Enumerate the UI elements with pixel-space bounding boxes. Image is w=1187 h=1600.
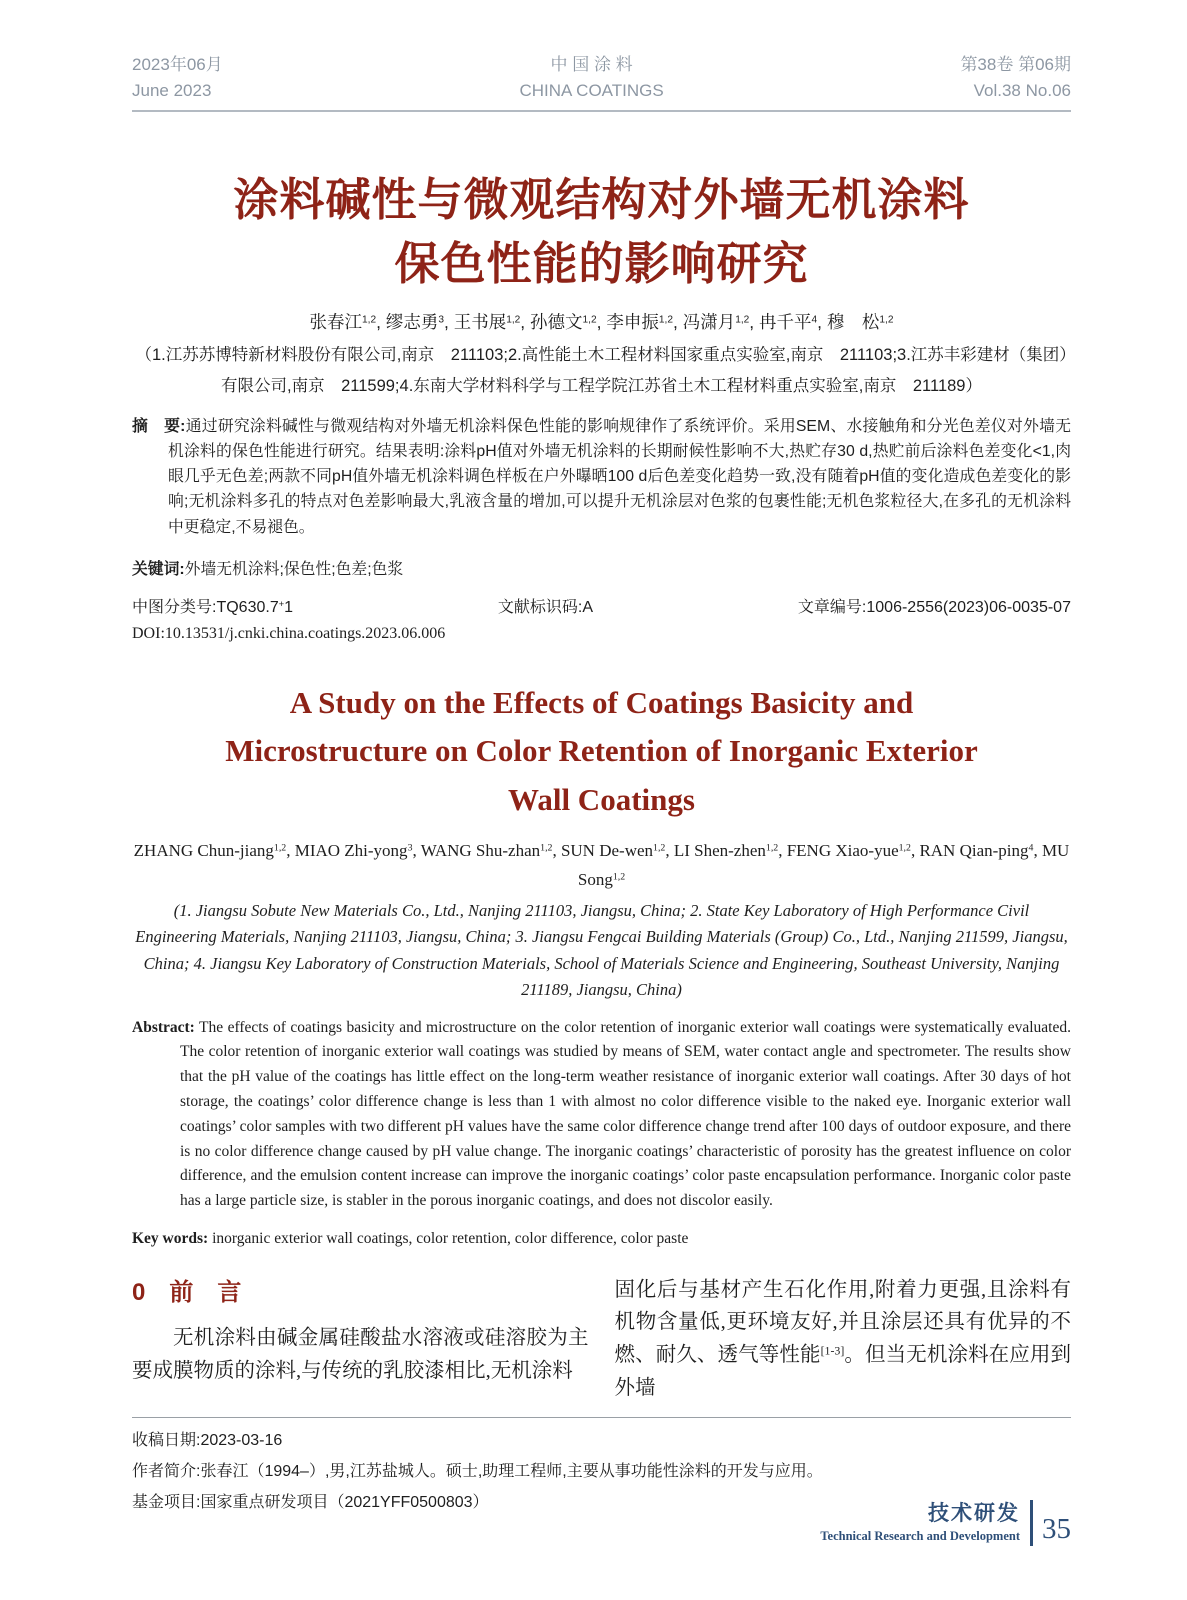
authors-en bbox=[132, 836, 1071, 896]
footer-section-cn: 技术研发 bbox=[928, 1502, 1020, 1526]
clc-number: 中图分类号:TQ630.7+1 bbox=[132, 599, 294, 617]
header-issue bbox=[960, 52, 1071, 105]
abstract-cn bbox=[132, 414, 1071, 540]
author-affiliation-superscript: 1,2 bbox=[506, 314, 521, 326]
author-affiliation-superscript: 4 bbox=[1028, 842, 1034, 854]
clc-superscript: + bbox=[278, 599, 285, 610]
section-heading-intro: 0 前 言 bbox=[132, 1278, 242, 1306]
page-number: 35 bbox=[1042, 1513, 1071, 1545]
author-affiliation-superscript: 1,2 bbox=[612, 871, 626, 883]
author-en: LI Shen-zhen$^{1,2}$, bbox=[673, 840, 787, 860]
author-affiliation-superscript: 1,2 bbox=[540, 842, 553, 854]
author-en: FENG Xiao-yue$^{1,2}$, bbox=[786, 840, 916, 860]
author-en: RAN Qian-ping$^4$, bbox=[919, 840, 1042, 860]
header-journal-name bbox=[519, 52, 663, 105]
intro-right-column bbox=[615, 1274, 1072, 1405]
author-affiliation-superscript: 1,2 bbox=[362, 314, 377, 326]
title-en-line1: A Study on the Effects of Coatings Basicity and bbox=[289, 685, 914, 721]
title-en-line3: Wall Coatings bbox=[508, 781, 695, 817]
abstract-en bbox=[132, 1016, 1071, 1214]
author-affiliation-superscript: 1,2 bbox=[653, 842, 666, 854]
author-cn: 孙德文$^{1,2}$, bbox=[530, 312, 602, 333]
affiliations-cn: （1.江苏苏博特新材料股份有限公司,南京 211103;2.高性能土木工程材料国家重点实验室,南京 211103;3.江苏丰彩建材（集团）有限公司,南京 211599;4.东南大学材料科学与工程学院江苏省土木工程材料重点实验室,南京 211189） bbox=[135, 346, 1068, 395]
author-affiliation-superscript: 1,2 bbox=[898, 842, 911, 854]
intro-paragraph-left: 无机涂料由碱金属硅酸盐水溶液或硅溶胶为主要成膜物质的涂料,与传统的乳胶漆相比,无机涂料 bbox=[132, 1326, 589, 1382]
title-cn-line2: 保色性能的影响研究 bbox=[394, 237, 809, 289]
header-date bbox=[132, 52, 223, 105]
keywords-en-label: Key words: bbox=[132, 1229, 209, 1247]
title-cn-line1: 涂料碱性与微观结构对外墙无机涂料 bbox=[233, 173, 970, 225]
abstract-cn-label: 摘 要: bbox=[132, 417, 186, 435]
footnote-line: 收稿日期:2023-03-16 bbox=[132, 1431, 283, 1449]
intro-left-column bbox=[132, 1274, 589, 1405]
issue-cn: 第38卷 第06期 bbox=[960, 55, 1071, 74]
affiliations-en: (1. Jiangsu Sobute New Materials Co., Ltd., Nanjing 211103, Jiangsu, China; 2. State Key Laboratory of High Performance Civil Engineering Materials, Nanjing 211103, Jiangsu, China; 3. Jiangsu Fengcai Building Materials (Group) Co., Ltd., Nanjing 211599, Jiangsu, China; 4. Jiangsu Key Laboratory of Construction Materials, School of Materials Science and Engineering, Southeast University, Nanjing 211189, Jiangsu, China) bbox=[135, 901, 1068, 1000]
author-cn: 穆 松$^{1,2}$ bbox=[826, 312, 894, 333]
page-footer bbox=[820, 1500, 1071, 1546]
author-affiliation-superscript: 1,2 bbox=[582, 314, 597, 326]
author-affiliation-superscript: 4 bbox=[811, 314, 818, 326]
author-cn: 张春江$^{1,2}$, bbox=[309, 312, 381, 333]
journal-name-en: CHINA COATINGS bbox=[519, 81, 664, 101]
author-affiliation-superscript: 1,2 bbox=[765, 842, 779, 854]
author-affiliation-superscript: 3 bbox=[407, 842, 413, 854]
author-affiliation-superscript: 1,2 bbox=[879, 314, 894, 326]
footnote-line: 作者简介:张春江（1994–）,男,江苏盐城人。硕士,助理工程师,主要从事功能性涂料的开发与应用。 bbox=[132, 1462, 823, 1480]
header-date-cn: 2023年06月 bbox=[132, 55, 223, 74]
footer-section-en: Technical Research and Development bbox=[820, 1528, 1020, 1543]
author-en: MIAO Zhi-yong$^3$, bbox=[294, 840, 421, 860]
footer-divider-bar bbox=[1030, 1500, 1033, 1546]
author-cn: 王书展$^{1,2}$, bbox=[453, 312, 526, 333]
article-title-cn bbox=[132, 168, 1071, 296]
author-cn: 冉千平$^4$, bbox=[759, 312, 823, 333]
footnote-line: 基金项目:国家重点研发项目（2021YFF0500803） bbox=[132, 1494, 489, 1512]
doi: DOI:10.13531/j.cnki.china.coatings.2023.06.006 bbox=[132, 625, 446, 643]
author-affiliation-superscript: 1,2 bbox=[658, 314, 673, 326]
abstract-en-text: The effects of coatings basicity and microstructure on the color retention of inorganic exterior wall coatings were systematically evaluated. The color retention of inorganic exterior wall coatings was studied by means of SEM, water contact angle and spectrometer. The results show that the pH value of the coatings has little effect on the long-term weather resistance of inorganic exterior wall coatings. After 30 days of hot storage, the coatings’ color difference change is less than 1 with almost no color difference visible to the naked eye. Inorganic exterior wall coatings’ color samples with two different pH values have the same color difference change trend after 100 days of outdoor exposure, and there is no color difference change caused by pH value change. The inorganic coatings’ characteristic of porosity has the greatest influence on color difference, and the emulsion content increase can improve the inorganic coatings’ color paste encapsulation performance. Inorganic color paste has a large particle size, is stabler in the porous inorganic coatings, and does not discolor easily. bbox=[180, 1018, 1071, 1210]
reference-superscript: [1-3] bbox=[820, 1343, 845, 1358]
keywords-cn-text: 外墙无机涂料;保色性;色差;色浆 bbox=[184, 560, 404, 578]
article-id: 文章编号:1006-2556(2023)06-0035-07 bbox=[797, 599, 1071, 617]
journal-header bbox=[132, 52, 1071, 112]
intro-columns bbox=[132, 1274, 1071, 1405]
authors-cn bbox=[132, 309, 1071, 334]
keywords-cn-label: 关键词: bbox=[132, 560, 185, 578]
footer-section-labels bbox=[820, 1502, 1020, 1543]
header-date-en: June 2023 bbox=[132, 81, 212, 101]
author-cn: 李申振$^{1,2}$, bbox=[606, 312, 678, 333]
author-affiliation-superscript: 1,2 bbox=[273, 842, 287, 854]
author-cn: 冯潇月$^{1,2}$, bbox=[682, 312, 755, 333]
article-title-en bbox=[132, 679, 1071, 823]
keywords-en-text: inorganic exterior wall coatings, color retention, color difference, color paste bbox=[212, 1229, 689, 1247]
issue-en: Vol.38 No.06 bbox=[973, 81, 1071, 101]
journal-name-cn: 中 国 涂 料 bbox=[550, 55, 633, 74]
author-en: WANG Shu-zhan$^{1,2}$, bbox=[420, 840, 561, 860]
intro-paragraph-right: 固化后与基材产生石化作用,附着力更强,且涂料有机物含量低,更环境友好,并且涂层还具有优异的不燃、耐久、透气等性能[1-3]。但当无机涂料在应用到外墙 bbox=[614, 1278, 1072, 1399]
abstract-cn-text: 通过研究涂料碱性与微观结构对外墙无机涂料保色性能的影响规律作了系统评价。采用SEM、水接触角和分光色差仪对外墙无机涂料的保色性能进行研究。结果表明:涂料pH值对外墙无机涂料的长期耐候性影响不大,热贮存30 d,热贮前后涂料色差变化<1,肉眼几乎无色差;两款不同pH值外墙无机涂料调色样板在户外曝晒100 d后色差变化趋势一致,没有随着pH值的变化造成色差变化的影响;无机涂料多孔的特点对色差影响最大,乳液含量的增加,可以提升无机涂层对色浆的包裹性能;无机色浆粒径大,在多孔的无机涂料中更稳定,不易褪色。 bbox=[168, 417, 1071, 536]
abstract-en-label: Abstract: bbox=[132, 1018, 195, 1036]
author-en: ZHANG Chun-jiang$^{1,2}$, bbox=[133, 840, 295, 860]
keywords-cn bbox=[132, 556, 1071, 579]
title-en-line2: Microstructure on Color Retention of Inorganic Exterior bbox=[225, 733, 978, 769]
author-affiliation-superscript: 3 bbox=[438, 314, 444, 326]
author-affiliation-superscript: 1,2 bbox=[735, 314, 750, 326]
meta-row bbox=[132, 594, 1071, 617]
author-cn: 缪志勇$^3$, bbox=[385, 312, 449, 333]
document-code: 文献标识码:A bbox=[497, 599, 594, 617]
keywords-en bbox=[132, 1230, 1071, 1248]
author-en: MU Song$^{1,2}$ bbox=[577, 840, 1070, 890]
author-en: SUN De-wen$^{1,2}$, bbox=[560, 840, 674, 860]
